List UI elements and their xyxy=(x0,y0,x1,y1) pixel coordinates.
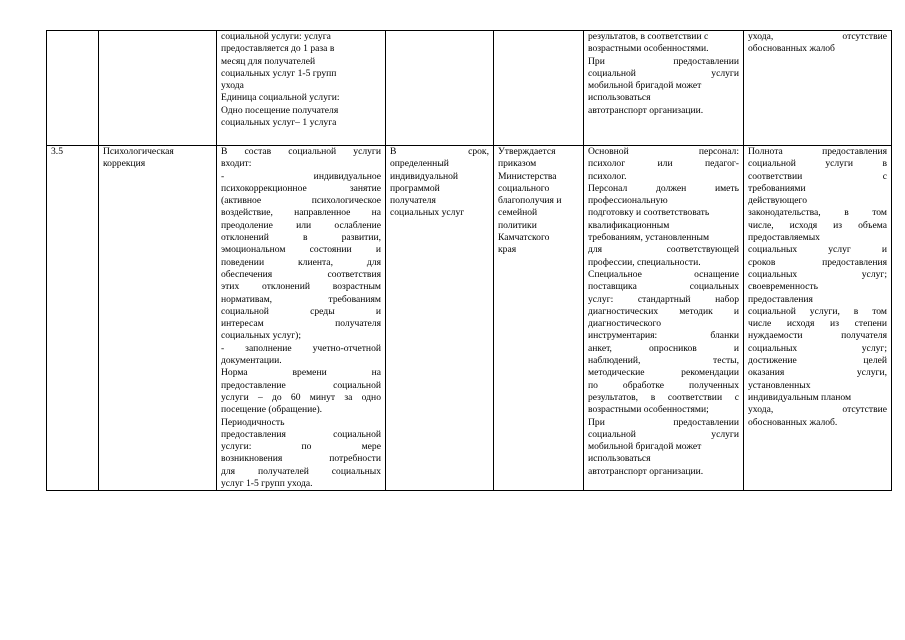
service-number: 3.5 xyxy=(51,146,63,157)
text-line: услуги – до 60 минут за одно xyxy=(221,391,381,403)
text-line: профессии, специальности. xyxy=(588,256,701,268)
text-line: Утверждается xyxy=(498,146,556,157)
text-line: психолог. xyxy=(588,170,627,182)
text-line: обоснованных жалоб xyxy=(748,43,835,55)
text-line: установленных xyxy=(748,379,811,391)
text-line: социальных услуг; xyxy=(748,268,887,280)
text-line: социальной услуги, в том xyxy=(748,305,887,317)
cell-tariff xyxy=(494,146,584,491)
text-line: Специальное оснащение xyxy=(588,268,739,280)
text-line: преодоление или ослабление xyxy=(221,219,381,231)
cell-service-name xyxy=(99,146,217,491)
text-line: семейной xyxy=(498,207,538,219)
text-line: обеспечения соответствия xyxy=(221,268,381,280)
text-line: использоваться xyxy=(588,453,651,465)
text-line: социального xyxy=(498,182,550,194)
text-line: услуги: по мере xyxy=(221,441,381,453)
text-line: обоснованных жалоб. xyxy=(748,416,838,428)
text-line: социальных услуг и xyxy=(748,244,887,256)
text-line: эмоциональном состоянии и xyxy=(221,244,381,256)
text-line: В состав социальной услуги xyxy=(221,146,381,157)
text-line: документации. xyxy=(221,355,282,367)
text-line: При предоставлении xyxy=(588,416,739,428)
text-line: мобильной бригадой может xyxy=(588,441,702,453)
text-line: отклонений в развитии, xyxy=(221,232,381,244)
text-line: поведении клиента, для xyxy=(221,256,381,268)
text-line: социальной услуги: услуга xyxy=(221,31,331,42)
text-line: своевременность xyxy=(748,281,818,293)
text-line: результатов, в соответствии с xyxy=(588,391,739,403)
text-line: требованиям, установленным xyxy=(588,232,710,244)
text-line: достижение целей xyxy=(748,355,887,367)
text-line: социальных услуг; xyxy=(748,342,887,354)
text-line: Единица социальной услуги: xyxy=(221,92,340,104)
text-line: В срок, xyxy=(390,146,489,157)
text-line: социальной услуги xyxy=(588,67,739,79)
text-line: - индивидуальное xyxy=(221,170,381,182)
text-line: ухода xyxy=(221,80,244,92)
text-line: поставщика социальных xyxy=(588,281,739,293)
text-line: социальной услуги в xyxy=(748,158,887,170)
text-line: социальных услуг– 1 услуга xyxy=(221,117,337,129)
text-line: Персонал должен иметь xyxy=(588,182,739,194)
text-line: мобильной бригадой может xyxy=(588,80,702,92)
text-line: Полнота предоставления xyxy=(748,146,887,157)
text-line: законодательства, в том xyxy=(748,207,887,219)
text-line: интересам получателя xyxy=(221,318,381,330)
text-line: услуг 1-5 групп ухода. xyxy=(221,478,313,490)
cell-content xyxy=(217,146,386,491)
cell-staff xyxy=(584,31,744,146)
text-line: месяц для получателей xyxy=(221,55,316,67)
text-line: по обработке полученных xyxy=(588,379,739,391)
text-line: числе исходя из степени xyxy=(748,318,887,330)
text-line: психолог или педагог- xyxy=(588,158,739,170)
text-line: воздействие, направленное на xyxy=(221,207,381,219)
text-line: благополучия и xyxy=(498,195,562,207)
text-line: услуг: стандартный набор xyxy=(588,293,739,305)
services-table xyxy=(46,30,892,491)
cell-number xyxy=(47,146,99,491)
text-line: требованиями xyxy=(748,182,806,194)
text-line: индивидуальной xyxy=(390,170,459,182)
text-line: использоваться xyxy=(588,92,651,104)
text-line: социальной среды и xyxy=(221,305,381,317)
text-line: программой xyxy=(390,182,440,194)
text-line: подготовку и соответствовать xyxy=(588,207,710,219)
text-line: социальных услуг); xyxy=(221,330,302,342)
text-line: При предоставлении xyxy=(588,55,739,67)
text-line: нормативам, требованиям xyxy=(221,293,381,305)
text-line: для соответствующей xyxy=(588,244,739,256)
cell-term xyxy=(386,31,494,146)
text-line: психокоррекционное занятие xyxy=(221,182,381,194)
text-line: приказом xyxy=(498,158,537,170)
cell-service-name xyxy=(99,31,217,146)
text-line: наблюдений, тесты, xyxy=(588,355,739,367)
text-line: входит: xyxy=(221,158,252,170)
text-line: предоставления xyxy=(748,293,813,305)
text-line: Норма времени на xyxy=(221,367,381,379)
text-line: диагностического xyxy=(588,318,662,330)
cell-content xyxy=(217,31,386,146)
text-line: инструментария: бланки xyxy=(588,330,739,342)
text-line: ухода, отсутствие xyxy=(748,404,887,416)
text-line: коррекция xyxy=(103,158,146,170)
cell-term xyxy=(386,146,494,491)
text-line: Камчатского xyxy=(498,232,550,244)
cell-quality xyxy=(744,31,892,146)
text-line: края xyxy=(498,244,517,256)
text-line: ухода, отсутствие xyxy=(748,31,887,42)
text-line: автотранспорт организации. xyxy=(588,465,704,477)
text-line: социальных услуг 1-5 групп xyxy=(221,67,337,79)
text-line: анкет, опросников и xyxy=(588,342,739,354)
text-line: предоставление социальной xyxy=(221,379,381,391)
text-line: сроков предоставления xyxy=(748,256,887,268)
text-line: для получателей социальных xyxy=(221,465,381,477)
text-line: индивидуальным планом xyxy=(748,391,852,403)
text-line: оказания услуги, xyxy=(748,367,887,379)
text-line: результатов, в соответствии с xyxy=(588,31,709,42)
cell-number xyxy=(47,31,99,146)
text-line: возникновения потребности xyxy=(221,453,381,465)
table-row-continuation xyxy=(47,31,892,146)
text-line: методические рекомендации xyxy=(588,367,739,379)
text-line: получателя xyxy=(390,195,436,207)
cell-quality xyxy=(744,146,892,491)
text-line: Основной персонал: xyxy=(588,146,739,157)
text-line: возрастными особенностями. xyxy=(588,43,709,55)
text-line: профессиональную xyxy=(588,195,668,207)
text-line: социальной услуги xyxy=(588,428,739,440)
text-line: - заполнение учетно-отчетной xyxy=(221,342,381,354)
text-line: диагностических методик и xyxy=(588,305,739,317)
text-line: предоставляется до 1 раза в xyxy=(221,43,335,55)
text-line: числе, исходя из объема xyxy=(748,219,887,231)
text-line: квалификационным xyxy=(588,219,670,231)
text-line: определенный xyxy=(390,158,449,170)
text-line: Психологическая xyxy=(103,146,174,157)
text-line: Одно посещение получателя xyxy=(221,104,339,116)
text-line: предоставления социальной xyxy=(221,428,381,440)
text-line: политики xyxy=(498,219,537,231)
text-line: Министерства xyxy=(498,170,557,182)
text-line: предоставляемых xyxy=(748,232,820,244)
text-line: автотранспорт организации. xyxy=(588,104,704,116)
text-line: возрастными особенностями; xyxy=(588,404,709,416)
text-line: Периодичность xyxy=(221,416,285,428)
text-line: социальных услуг xyxy=(390,207,465,219)
text-line: нуждаемости получателя xyxy=(748,330,887,342)
text-line: этих отклонений возрастным xyxy=(221,281,381,293)
text-line: действующего xyxy=(748,195,808,207)
table-row-3-5 xyxy=(47,146,892,491)
text-line: соответствии с xyxy=(748,170,887,182)
cell-tariff xyxy=(494,31,584,146)
cell-staff xyxy=(584,146,744,491)
text-line: посещение (обращение). xyxy=(221,404,323,416)
text-line: (активное психологическое xyxy=(221,195,381,207)
